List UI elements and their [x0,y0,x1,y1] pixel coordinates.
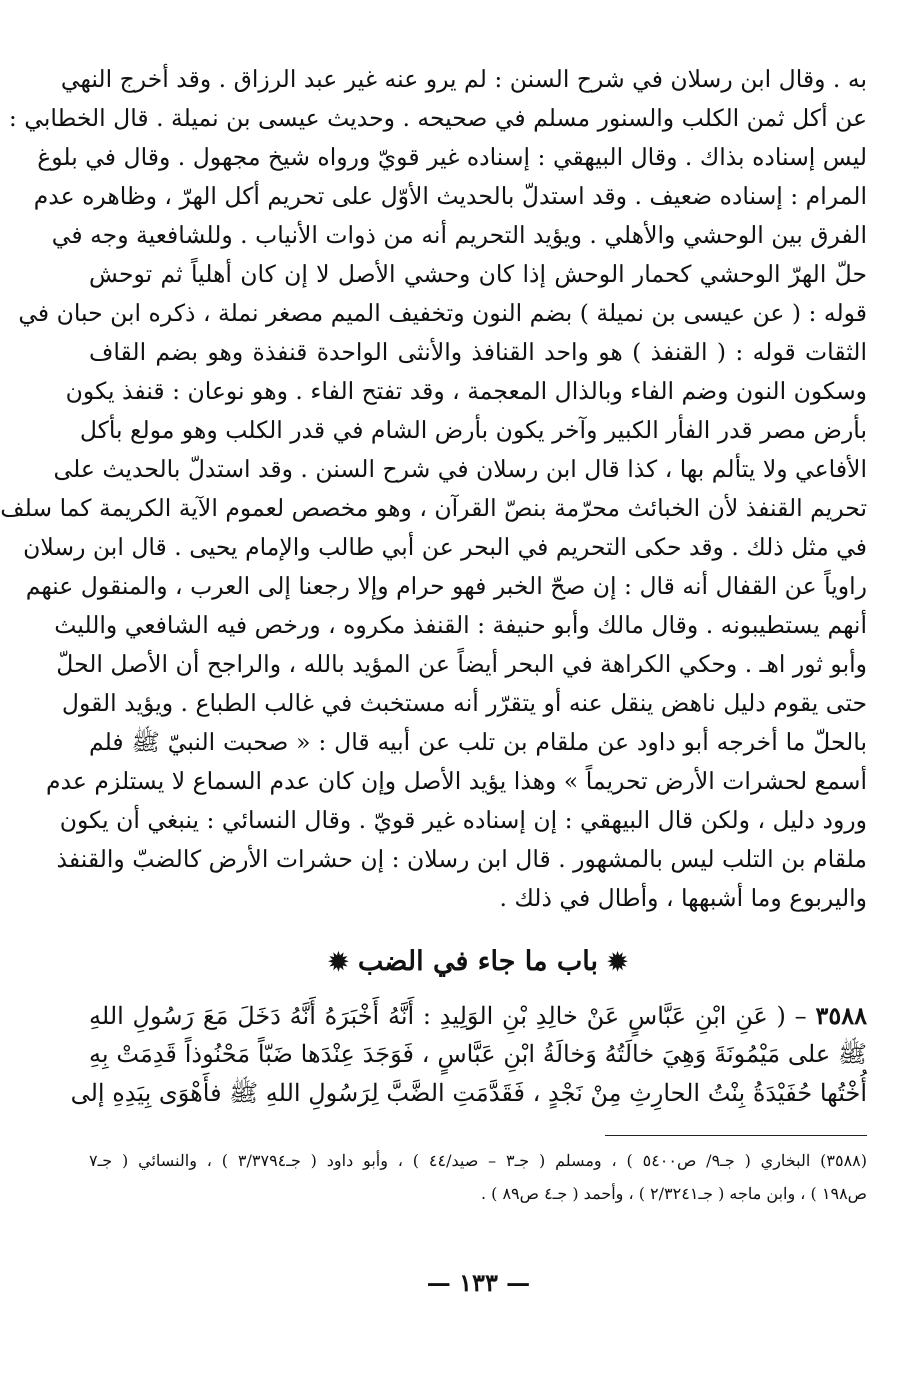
text-line: حلّ الهرّ الوحشي كحمار الوحش إذا كان وحشي الأصل لا إن كان أهلياً ثم توحش [89,260,867,288]
text-line: واليربوع وما أشبهها ، وأطال في ذلك . [499,884,867,912]
text-line: الأفاعي ولا يتألم بها ، كذا قال ابن رسلان في شرح السنن . وقد استدلّ بالحديث على [53,455,867,483]
text-line: المرام : إسناده ضعيف . وقد استدلّ بالحديث الأوّل على تحريم أكل الهرّ ، وظاهره عدم [33,182,867,210]
star-ornament-icon: ✹ [328,947,349,976]
text-line: ليس إسناده بذاك . وقال البيهقي : إسناده غير قويّ ورواه شيخ مجهول . وقال في بلوغ [37,143,867,171]
text-line: ورود دليل ، ولكن قال البيهقي : إن إسناده غير قويّ . وقال النسائي : ينبغي أن يكون [59,806,867,834]
text-line: الثقات قوله : ( القنفذ ) هو واحد القنافذ والأنثى الواحدة قنفذة وهو بضم القاف [89,338,867,366]
footnote-line: ص١٩٨ ) ، وابن ماجه ( جـ٢/٣٢٤١ ) ، وأحمد ( جـ٤ ص٨٩ ) . [480,1184,867,1203]
star-ornament-icon: ✹ [607,947,628,976]
chapter-heading [89,940,867,984]
footnote-line: (٣٥٨٨) البخاري ( جـ٩/ ص٥٤٠٠ ) ، ومسلم ( جـ٣ – صيد/٤٤ ) ، وأبو داود ( جـ٣/٣٧٩٤ ) ، والنسائي ( جـ٧ [89,1151,867,1170]
page-content [0,60,867,1210]
text-line: الفرق بين الوحشي والأهلي . ويؤيد التحريم أنه من ذوات الأنياب . وللشافعية وجه في [51,221,867,249]
hadith-line: ﷺ على مَيْمُونَةَ وَهِيَ خالَتُهُ وَخالَةُ ابْنِ عَبَّاسٍ ، فَوَجَدَ عِنْدَها ضَبّاً مَحْنُوذاً قَدِمَتْ بِهِ [89,1040,867,1068]
text-line: به . وقال ابن رسلان في شرح السنن : لم يرو عنه غير عبد الرزاق . وقد أخرج النهي [60,65,867,93]
text-line: عن أكل ثمن الكلب والسنور مسلم في صحيحه . وحديث عيسى بن نميلة . قال الخطابي : [8,104,867,132]
hadith-number: ٣٥٨٨ [815,1001,867,1030]
text-line: بأرض مصر قدر الفأر الكبير وآخر يكون بأرض الشام في قدر الكلب وهو مولع بأكل [79,416,867,444]
footnote-divider [605,1135,867,1136]
footnotes [89,1144,867,1210]
text-line: حتى يقوم دليل ناهض ينقل عنه أو يتقرّر أنه مستخبث في غالب الطباع . ويؤيد القول [61,689,867,717]
text-line: قوله : ( عن عيسى بن نميلة ) بضم النون وتخفيف الميم مصغر نملة ، ذكره ابن حبان في [18,299,867,327]
hadith-line: أُخْتُها حُفَيْدَةُ بِنْتُ الحارِثِ مِنْ نَجْدٍ ، فَقَدَّمَتِ الضَّبَّ لِرَسُولِ اللهِ ﷺ فأَهْوَى بِيَدِهِ إلى [70,1079,867,1107]
text-line: راوياً عن القفال أنه قال : إن صحّ الخبر فهو حرام وإلا رجعنا إلى العرب ، والمنقول عنهم [25,572,867,600]
text-line: وسكون النون وضم الفاء وبالذال المعجمة ، وقد تفتح الفاء . وهو نوعان : قنفذ يكون [65,377,867,405]
commentary-text [0,60,867,918]
text-line: أسمع لحشرات الأرض تحريماً » وهذا يؤيد الأصل وإن كان عدم السماع لا يستلزم عدم [46,767,867,795]
text-line: وأبو ثور اهـ . وحكي الكراهة في البحر أيضاً عن المؤيد بالله ، والراجح أن الأصل الحلّ [56,650,867,678]
text-line: بالحلّ ما أخرجه أبو داود عن ملقام بن تلب عن أبيه قال : « صحبت النبيّ ﷺ فلم [89,728,867,756]
hadith-line-text: – ( عَنِ ابْنِ عَبَّاسٍ عَنْ خالِدِ بْنِ الوَلِيدِ : أَنَّهُ أَخْبَرَهُ أَنَّهُ دَخَلَ مَعَ رَسُولِ اللهِ [89,1002,807,1030]
text-line: في مثل ذلك . وقد حكى التحريم في البحر عن أبي طالب والإمام يحيى . قال ابن رسلان [23,533,867,561]
hadith-line [89,996,867,1035]
text-line: ملقام بن التلب ليس بالمشهور . قال ابن رسلان : إن حشرات الأرض كالضبّ والقنفذ [56,845,867,873]
page-number: — ١٣٣ — [426,1268,531,1297]
text-line: أنهم يستطيبونه . وقال مالك وأبو حنيفة : القنفذ مكروه ، ورخص فيه الشافعي والليث [54,611,867,639]
hadith-text [70,996,867,1113]
text-line: تحريم القنفذ لأن الخبائث محرّمة بنصّ القرآن ، وهو مخصص لعموم الآية الكريمة كما سلف [0,494,867,522]
chapter-title: باب ما جاء في الضب [357,946,599,977]
